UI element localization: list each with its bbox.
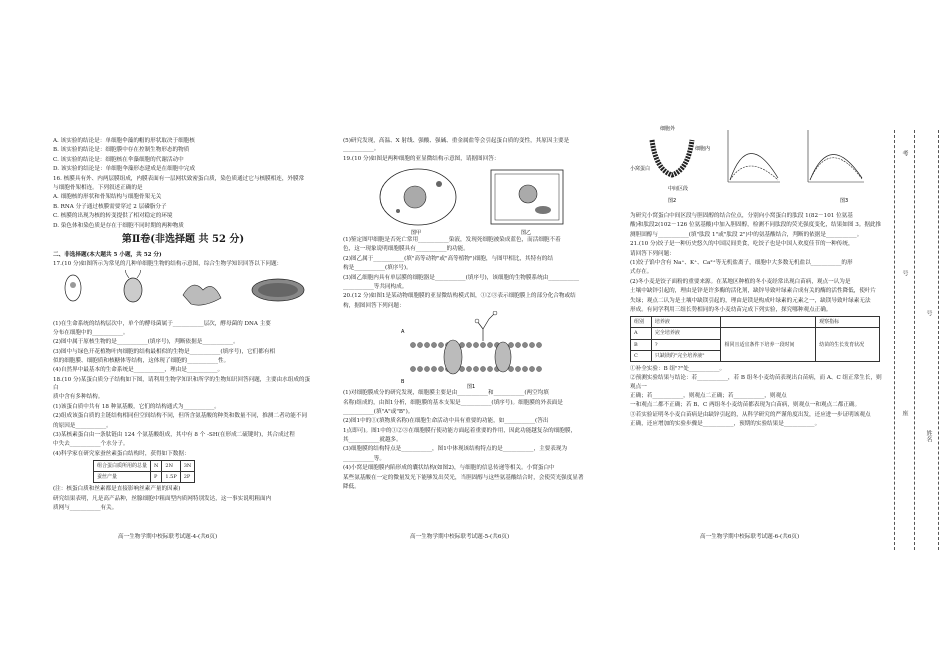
table-header-cell: 培养液 bbox=[651, 317, 721, 328]
binding-line-3 bbox=[938, 130, 939, 550]
q18-1: (1)该蛋白质中共有 18 种氨基酸，它们的结构通式为___________。 bbox=[53, 403, 220, 410]
q18-5: (5)研究发现，高温、X 射线、强酸、强碱、重金属盐等会引起蛋白质的变性，其原因主要是___________。 bbox=[343, 138, 570, 153]
q21-1b: 式存在。 bbox=[630, 269, 653, 276]
table-header-cell: 组别 bbox=[631, 317, 652, 328]
q20-4b: 某些氨基酸在一定的微量发光下能够发出荧光，当胆固醇与这些氨基酸结合时，会使荧光强度显著 bbox=[343, 474, 584, 481]
q21-stem: 21.(10 分)饺子是一种历史悠久的中国民间美食，吃饺子也是中国人欢度佳节的一种传统， bbox=[630, 241, 854, 248]
q18-2b: 的原因是___________。 bbox=[53, 422, 112, 429]
q18-end: 研究结果表明，凡是高产品种，丝腺细胞中粗面型内质网特别发达，这一事实说明粗面内 bbox=[53, 495, 272, 502]
option-b: B. 该实验的结论是：细胞膜中存在控制生物形态的物质 bbox=[53, 147, 190, 154]
table-cell: B bbox=[631, 339, 652, 350]
q21-3c: 正确；若___________，则观点二正确；若___________，则观点 bbox=[630, 392, 787, 399]
binding-char: 姓名 bbox=[925, 430, 932, 442]
label-outside: 细胞外 bbox=[660, 126, 676, 132]
q20-3: (3)细胞膜的结构特点是___________，图1中体现该结构特点的是___________，主要表现为 bbox=[343, 446, 568, 453]
table-cell: C bbox=[631, 350, 652, 361]
q21-3d: 一和观点二都不正确；若 B、C 两组冬小麦幼苗都表现为白苗病，则观点一和观点二都正确。 bbox=[630, 402, 861, 409]
q19-2b: 构是___________(填序号)。 bbox=[343, 265, 412, 272]
binding-char: 考 bbox=[901, 150, 908, 156]
q20-2b: 1点即可)。图1中的①②③在细胞膜行使功能方面起着重要的作用，因此功能越复杂的细胞膜， bbox=[343, 427, 577, 434]
graph-2 bbox=[808, 130, 864, 182]
caption-fig1: 图1 bbox=[467, 384, 476, 390]
q20-stem-2: 构，据图回答下列问题： bbox=[343, 302, 405, 309]
cells-diagram bbox=[53, 270, 313, 320]
q16-a: A. 细胞核的形状和骨架结构与细胞骨架无关 bbox=[53, 194, 162, 201]
figure-19 bbox=[343, 164, 605, 236]
q21-2d: 形成。有同学利用三组长势相同的冬小麦幼苗完成下列实验，探究哪种观点正确。 bbox=[630, 306, 832, 313]
table-cell: N bbox=[151, 460, 162, 471]
q21-2c: 失绿；观点二认为是土壤中缺镁引起的，理由是镁是构成叶绿素的元素之一，缺镁导致叶绿素无法 bbox=[630, 297, 871, 304]
section-2-note: 二、非选择题(本大题共 5 小题，共 52 分) bbox=[53, 251, 162, 258]
footer-page-5: 高一生物学期中校际联考试题-5-(共6页) bbox=[410, 534, 510, 540]
binding-line-2 bbox=[914, 130, 915, 550]
q20-1c: ___________(填"A"或"B")。 bbox=[343, 408, 414, 415]
q19-stem: 19.(10 分)如图是两种细胞的亚显微结构示意图，请据图回答： bbox=[343, 155, 500, 162]
table-cell: 3N bbox=[180, 460, 195, 471]
q20-5: 为研究小窝蛋白中间区段与胆固醇的结合位点，分别向小窝蛋白的肽段 1(82－101 位氨基 bbox=[630, 213, 853, 219]
caption-fig-a: 图甲 bbox=[411, 229, 422, 236]
q17-2: (2)图中属于原核生物的是___________(填序号)，判断依据是___________。 bbox=[53, 339, 239, 346]
option-a: A. 该实验的结论是：单细胞伞藻的帽的形状取决于细胞核 bbox=[53, 138, 195, 144]
table-cell: 2N bbox=[162, 460, 180, 471]
q21-3b: ②预测实验结果与结论：若___________，若 B 组冬小麦幼苗表现出白苗病，而 A、C 组正常生长，则观点一 bbox=[630, 375, 882, 390]
q21-1: (1)饺子馅中含有 Na⁺、K⁺、Ca²⁺等无机盐离子，细胞中大多数无机盐以___________的形 bbox=[630, 259, 853, 266]
binding-char: 座 bbox=[901, 410, 908, 416]
membrane-diagram bbox=[343, 311, 605, 389]
q21-stem-2: 请回答下列问题： bbox=[630, 250, 675, 257]
column-page-6 bbox=[630, 120, 882, 429]
q20-3b: ___________等。 bbox=[343, 455, 385, 462]
q20-1b: 名称)组成的，由图1分析，细胞膜的基本支架是___________(填序号)。细胞膜的外表面是 bbox=[343, 399, 563, 406]
q19-2: (2)图乙属于___________(填"高等动物"或"高等植物")细胞，与图甲相比，其特有的结 bbox=[343, 255, 553, 262]
label-inside: 细胞内 bbox=[695, 146, 711, 152]
table-cell: 1.5P bbox=[162, 472, 180, 483]
caption-fig-b: 图乙 bbox=[521, 229, 532, 236]
label-middle-region: 中间区段 bbox=[668, 186, 689, 192]
caveola-and-graph bbox=[630, 120, 882, 212]
q20-2c: 其___________就越多。 bbox=[343, 437, 402, 444]
figure-17 bbox=[53, 270, 313, 320]
q18-3b: 中失去___________个水分子。 bbox=[53, 441, 129, 448]
q18-2: (2)组成该蛋白质的主链结构相同但空间结构不同，但所含氨基酸的种类和数量不同，推测二者功能不同 bbox=[53, 413, 308, 420]
q18-3: (3)某核素蛋白由一条肽链由 124 个氨基酸组成，其中有 8 个 -SH(在形成二硫键时)，其合成过程 bbox=[53, 432, 295, 438]
table-cell: 相同且适宜条件下培养一段时间 bbox=[721, 328, 816, 362]
footer-page-4: 高一生物学期中校际联考试题-4-(共6页) bbox=[118, 534, 218, 540]
q17-stem: 17.(10 分)如图所示为常见的几种单细胞生物的结构示意图，综合生物学知识回答以下问题： bbox=[53, 261, 283, 268]
table-cell: A bbox=[631, 328, 652, 339]
table-cell: 组合蛋白质所用的总量 bbox=[94, 460, 151, 471]
table-cell: P bbox=[151, 472, 162, 483]
table-21 bbox=[630, 316, 880, 362]
side-label-b: B bbox=[401, 379, 405, 386]
column-page-4 bbox=[53, 137, 313, 514]
q18-end-2: 质网与___________有关。 bbox=[53, 505, 118, 512]
q20-5c: 测胆固醇与___________(填"肽段 1"或"肽段 2")中的氨基酸结合，判断的依据是___________。 bbox=[630, 231, 863, 238]
table-cell: 2P bbox=[180, 472, 195, 483]
table-header-cell: 观察指标 bbox=[816, 317, 880, 328]
q17-3b: 似的细胞膜、细胞质和核糖体等结构，这体现了细胞的___________性。 bbox=[53, 358, 230, 365]
q19-3: (3)图乙细胞内具有单层膜的细胞器是___________(填序号)，该细胞的生物膜系统由___________ bbox=[343, 274, 580, 281]
caption-fig3: 图3 bbox=[840, 198, 849, 204]
graph-1 bbox=[728, 130, 780, 182]
caption-fig2: 图2 bbox=[668, 198, 677, 204]
q17-3: (3)图中与绿色开花植物叶肉细胞的结构最相似的生物是___________(填序号)，它们都有相 bbox=[53, 348, 276, 355]
table-header-cell bbox=[721, 317, 816, 328]
q16-d: D. 染色体和染色质是存在于细胞不同时期的两种物质 bbox=[53, 222, 184, 229]
q20-1: (1)对细胞膜成分的研究发现，细胞膜主要是由___________和___________(两空均填 bbox=[343, 390, 549, 397]
option-c: C. 该实验的结论是：细胞核在伞藻细胞的代谢活动中 bbox=[53, 156, 184, 163]
binding-line-1 bbox=[894, 130, 895, 550]
q18-4: (4)科学家在研究家蚕丝素蛋白结构时，获得如下数据： bbox=[53, 450, 190, 457]
label-caveolin: 小窝蛋白 bbox=[630, 166, 651, 172]
binding-char: 号 bbox=[925, 310, 932, 316]
q16-stem-2: 与细胞骨架相连。下列叙述正确的是 bbox=[53, 184, 143, 191]
q19-3b: ___________等共同构成。 bbox=[343, 283, 408, 290]
column-page-5 bbox=[343, 137, 605, 492]
q16-stem: 16. 核膜具有外、内两层膜组成，内膜表面有一层网状致密蛋白质，染色质通过它与核膜相连，外膜常 bbox=[53, 175, 305, 182]
q20-2: (2)图1中的①(填物质名称)在细胞生命活动中具有重要的功能，如___________(答出 bbox=[343, 418, 549, 425]
q20-5b: 酸)和肽段2(102－126 位氨基酸)中加入胆固醇，检测不同肽段的荧光强度变化，结果如图 3。据此推 bbox=[630, 222, 882, 229]
q20-stem: 20.(12 分)如图1是某动物细胞膜的亚显微结构模式图，①②③表示细胞膜上的部分化合物或结 bbox=[343, 293, 576, 300]
table-18-note: (注：核蛋白质和丝素都是直接影响丝素产量的因素) bbox=[53, 486, 181, 493]
side-label-a: A bbox=[401, 329, 405, 336]
q21-3: ①补全实验：B 组"?"处___________。 bbox=[630, 365, 726, 372]
section-2-title: 第Ⅱ卷(非选择题 共 52 分) bbox=[121, 233, 245, 245]
q18-stem-2: 质中含有多种结构。 bbox=[53, 394, 104, 401]
q19-1b: 色，这一现象说明细胞膜具有___________的功能。 bbox=[343, 246, 469, 253]
footer-page-6: 高一生物学期中校际联考试题-6-(共6页) bbox=[700, 534, 800, 540]
table-cell: ? bbox=[651, 339, 721, 350]
q21-2b: 土壤中缺锌引起的，理由是锌是许多酶的活化剂，缺锌导致叶绿素合成有关的酶的活性降低，使叶片 bbox=[630, 288, 877, 295]
q20-4: (4)小窝是细胞膜内陷形成的囊状结构(如图2)，与细胞的信息传递等相关。小窝蛋白中 bbox=[343, 465, 555, 472]
q21-3f: 正确，还应增加的实验步骤是___________，预期的实验结果是___________。 bbox=[630, 421, 821, 428]
table-18 bbox=[93, 460, 195, 483]
cell-diagrams bbox=[343, 164, 605, 236]
q21-3e: ③若实验证明冬小麦白苗病是由缺锌引起的，从科学研究的严谨角度出发，还应进一步证明该观点 bbox=[630, 411, 871, 418]
table-cell: 完全培养液 bbox=[651, 328, 721, 339]
q17-4: (4)自然界中最基本的生命系统是___________，理由是___________。 bbox=[53, 367, 224, 374]
q16-c: C. 核膜的出现为核的转变提供了相对稳定的环境 bbox=[53, 213, 173, 220]
q18-stem: 18.(10 分)某蛋白质分子结构如下图，请利用生物学知识和所学的生物知识回答问题，主要由水组成的蛋白 bbox=[53, 376, 311, 392]
table-cell: 幼苗的生长发育状况 bbox=[816, 328, 880, 362]
q19-1: (1)鉴定图甲细胞是否死亡常用___________染液，发现死细胞被染成蓝色，而活细胞不着 bbox=[343, 236, 561, 243]
q16-b: B. RNA 分子通过核膜需要穿过 2 层磷脂分子 bbox=[53, 203, 167, 210]
option-d: D. 该实验的结论是：单细胞伞藻形态建成是在细胞中完成 bbox=[53, 166, 196, 173]
q17-1b: 分布在细胞中的___________。 bbox=[53, 329, 129, 336]
binding-margin bbox=[880, 130, 950, 550]
binding-char: 号 bbox=[901, 270, 908, 276]
figure-20 bbox=[343, 311, 605, 389]
table-cell: 蚕丝产量 bbox=[94, 472, 151, 483]
q20-4c: 降低。 bbox=[343, 484, 360, 491]
table-cell: 只缺镁的"完全培养液" bbox=[651, 350, 721, 361]
figure-23 bbox=[630, 120, 882, 212]
q21-2: (2)冬小麦是饺子面粉的重要来源。在某地区种植的冬小麦经常出现白苗病，观点一认为是 bbox=[630, 278, 851, 285]
q17-1: (1)在生命系统的结构层次中，单个的酵母菌属于___________层次，酵母菌的 DNA 主要 bbox=[53, 320, 271, 327]
